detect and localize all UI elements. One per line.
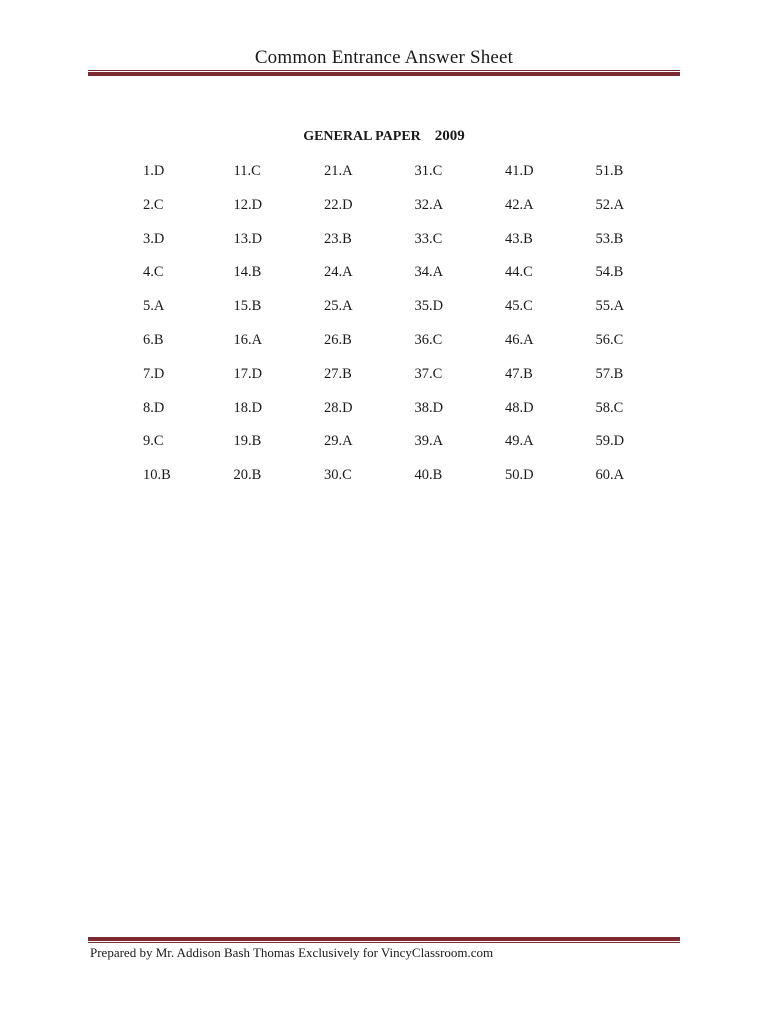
answer-item: 53.B [595, 230, 624, 247]
answer-item: 55.A [595, 298, 625, 315]
paper-name: GENERAL PAPER [303, 129, 421, 144]
answer-item: 44.C [505, 264, 533, 281]
header-divider-thick-line [88, 72, 680, 76]
footer-divider [88, 937, 680, 943]
answer-item: 19.B [233, 433, 262, 450]
answer-item: 42.A [505, 196, 534, 213]
answer-item: 60.A [595, 467, 625, 484]
answer-item: 52.A [595, 196, 625, 213]
answer-item: 11.C [233, 163, 261, 179]
answer-item: 41.D [505, 163, 534, 179]
paper-heading [0, 128, 768, 145]
answer-item: 31.C [414, 163, 443, 179]
answer-item: 29.A [324, 433, 353, 450]
answer-item: 1.D [143, 163, 165, 179]
answer-item: 51.B [595, 163, 624, 179]
answer-item: 24.A [324, 264, 353, 281]
answer-item: 28.D [324, 399, 353, 416]
footer-divider-thick-line [88, 937, 680, 941]
header-divider-thin-line [88, 70, 680, 71]
answer-item: 39.A [414, 433, 444, 450]
answer-item: 43.B [505, 230, 533, 247]
answer-item: 6.B [143, 331, 164, 348]
answer-item: 12.D [233, 196, 263, 213]
answer-item: 30.C [324, 467, 352, 484]
answer-item: 18.D [233, 399, 263, 416]
header-divider [88, 70, 680, 76]
answer-item: 26.B [324, 331, 352, 348]
answer-item: 13.D [233, 230, 263, 247]
answer-item: 15.B [233, 298, 262, 315]
answer-item: 59.D [595, 433, 625, 450]
answer-item: 3.D [143, 230, 165, 247]
answer-item: 40.B [414, 467, 443, 484]
answer-item: 37.C [414, 365, 443, 382]
answer-item: 23.B [324, 230, 352, 247]
answer-item: 46.A [505, 331, 534, 348]
footer-credit: Prepared by Mr. Addison Bash Thomas Exclusively for VincyClassroom.com [90, 945, 494, 960]
answer-item: 27.B [324, 365, 352, 382]
answer-item: 4.C [143, 264, 164, 281]
answer-item: 58.C [595, 399, 624, 416]
answer-item: 17.D [233, 365, 263, 382]
answer-item: 20.B [233, 467, 262, 484]
answer-item: 48.D [505, 399, 534, 416]
answer-item: 49.A [505, 433, 534, 450]
footer-divider-thin-line [88, 942, 680, 943]
answer-item: 10.B [143, 467, 171, 484]
answer-item: 32.A [414, 196, 444, 213]
answer-item: 21.A [324, 163, 353, 179]
answer-item: 9.C [143, 433, 164, 450]
answer-item: 45.C [505, 298, 533, 315]
answer-item: 14.B [233, 264, 262, 281]
answer-grid [143, 160, 683, 498]
answer-item: 2.C [143, 196, 164, 213]
answer-item: 34.A [414, 264, 444, 281]
answer-item: 47.B [505, 365, 533, 382]
answer-item: 35.D [414, 298, 444, 315]
answer-item: 57.B [595, 365, 624, 382]
answer-item: 25.A [324, 298, 353, 315]
answer-item: 38.D [414, 399, 444, 416]
answer-item: 54.B [595, 264, 624, 281]
page-header-title: Common Entrance Answer Sheet [254, 47, 514, 68]
answer-item: 16.A [233, 331, 263, 348]
answer-item: 50.D [505, 467, 534, 484]
answer-item: 7.D [143, 365, 165, 382]
answer-item: 33.C [414, 230, 443, 247]
paper-year: 2009 [434, 128, 465, 144]
answer-item: 36.C [414, 331, 443, 348]
answer-item: 56.C [595, 331, 624, 348]
answer-item: 5.A [143, 298, 165, 315]
answer-item: 8.D [143, 399, 165, 416]
answer-item: 22.D [324, 196, 353, 213]
